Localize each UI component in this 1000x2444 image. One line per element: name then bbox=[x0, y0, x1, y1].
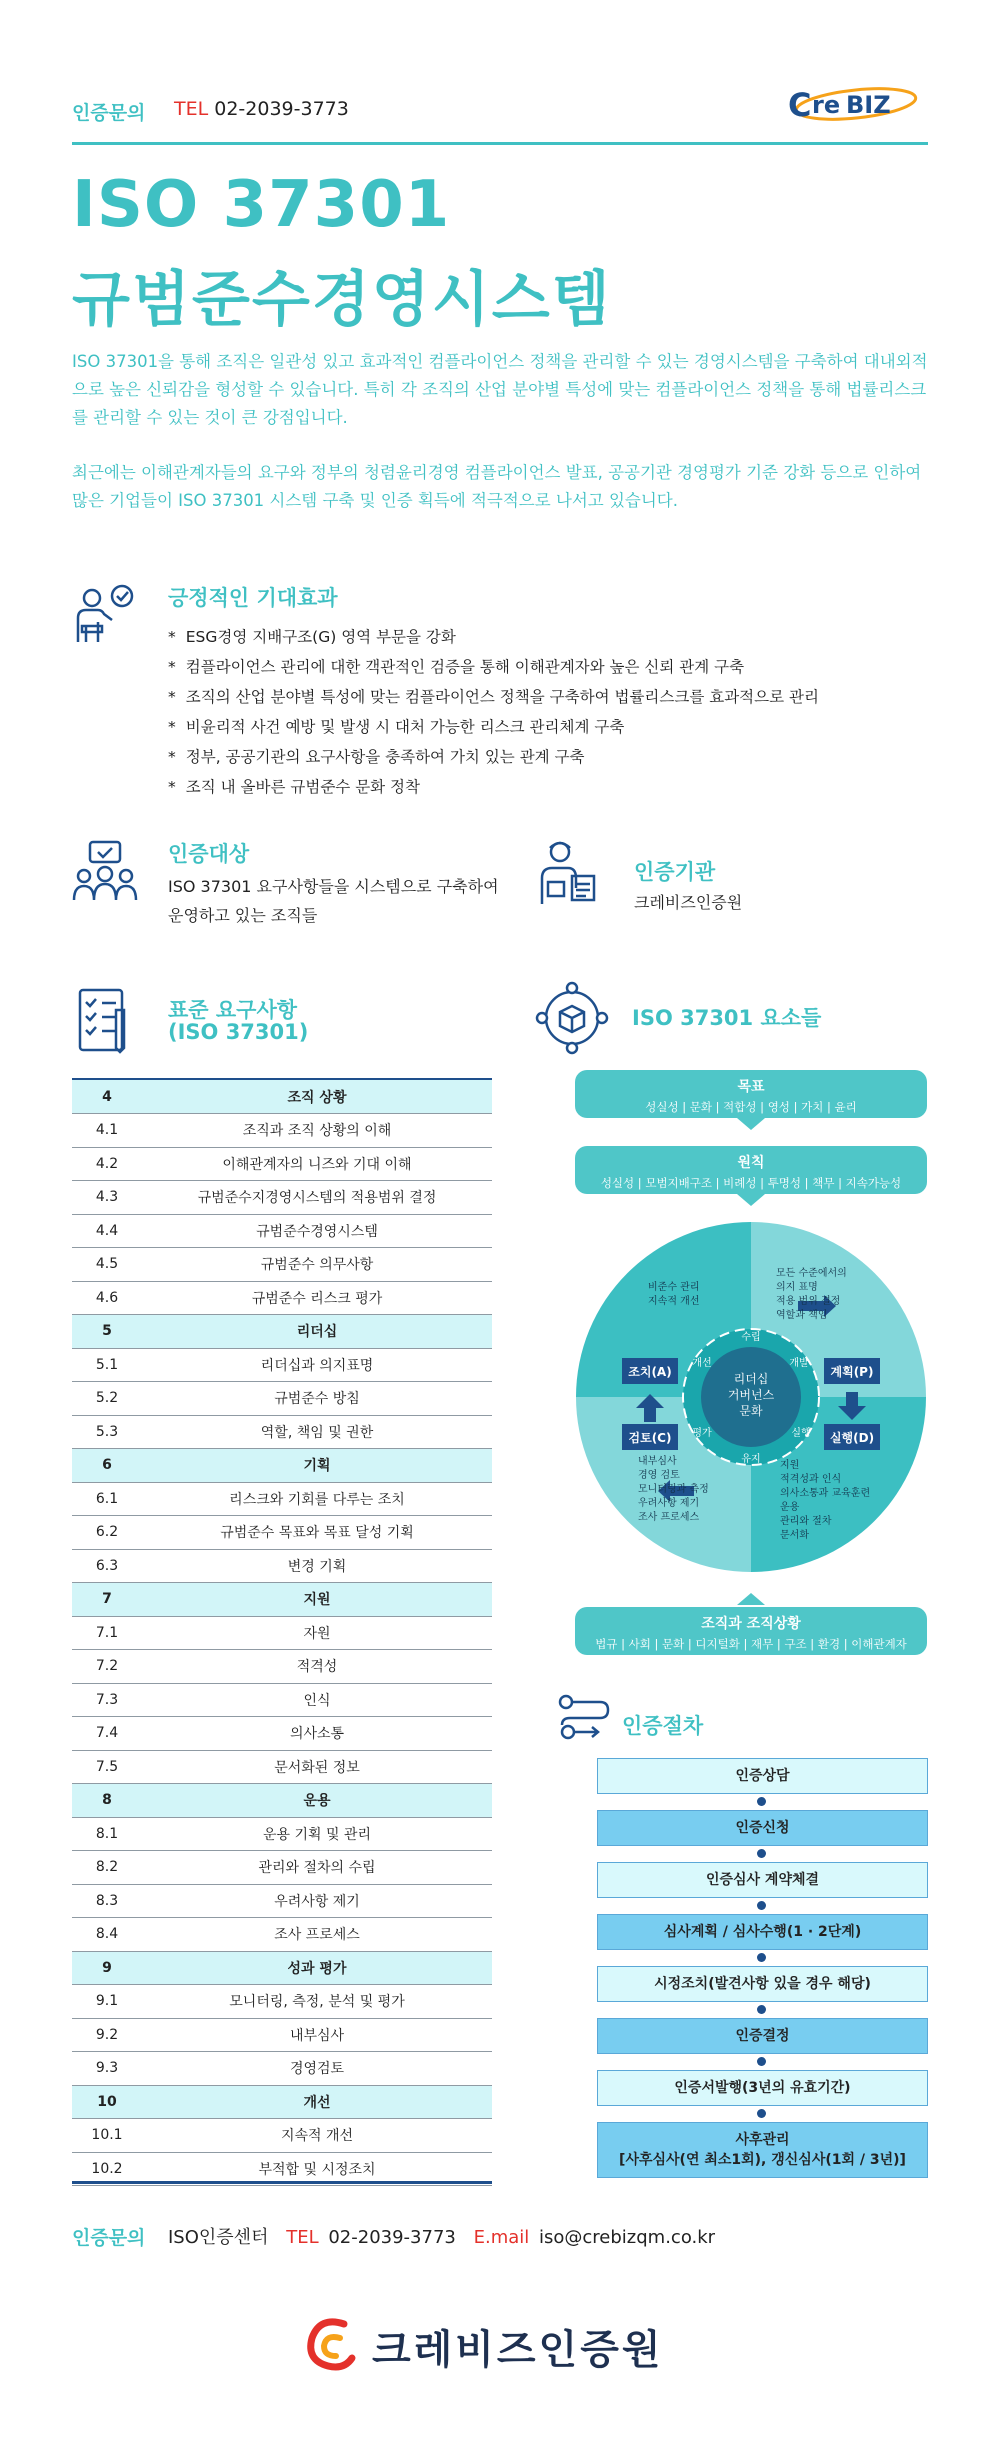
q-tr-3: 적용 범위 결정 bbox=[776, 1296, 841, 1307]
table-cell-text: 적격성 bbox=[142, 1650, 492, 1684]
table-row bbox=[72, 1348, 492, 1382]
step-dot bbox=[757, 2005, 766, 2014]
table-cell-text: 이해관계자의 니즈와 기대 이해 bbox=[142, 1147, 492, 1181]
table-cell-num: 9.1 bbox=[72, 1985, 142, 2019]
do-label: 실행(D) bbox=[829, 1431, 875, 1445]
process-step-4: 심사계획 / 심사수행(1 · 2단계) bbox=[597, 1914, 928, 1950]
wheel-center-2: 거버넌스 bbox=[727, 1388, 775, 1402]
context-title: 조직과 조직상황 bbox=[701, 1616, 801, 1632]
q-bl-2: 경영 검토 bbox=[638, 1470, 680, 1481]
q-br-4: 운용 bbox=[780, 1502, 800, 1513]
intro-paragraph-1: ISO 37301을 통해 조직은 일관성 있고 효과적인 컴플라이언스 정책을 관리할 수 있는 경영시스템을 구축하여 대내외적으로 높은 신뢰감을 형성할 수 있습니다. 특히 각 조직의 산업 분야별 특성에 맞는 컴플라이언스 정책을 통해 법률리스크를 관리할 수 있는 것이 큰 강점입니다. bbox=[72, 352, 928, 427]
table-cell-text: 내부심사 bbox=[142, 2018, 492, 2052]
table-row bbox=[72, 1985, 492, 2019]
table-cell-text: 지속적 개선 bbox=[142, 2119, 492, 2153]
table-cell-text: 기획 bbox=[142, 1449, 492, 1483]
q-tr-1: 모든 수준에서의 bbox=[776, 1268, 847, 1279]
table-cell-text: 규범준수 방침 bbox=[142, 1382, 492, 1416]
table-cell-text: 모니터링, 측정, 분석 및 평가 bbox=[142, 1985, 492, 2019]
table-cell-text: 개선 bbox=[142, 2085, 492, 2119]
target-title: 인증대상 bbox=[168, 842, 250, 866]
footer-contact bbox=[168, 2223, 727, 2249]
process-step-6: 인증결정 bbox=[597, 2018, 928, 2054]
table-row bbox=[72, 2018, 492, 2052]
goal-box bbox=[575, 1070, 927, 1118]
table-cell-num: 7.5 bbox=[72, 1750, 142, 1784]
step-dot bbox=[757, 1849, 766, 1858]
table-cell-num: 8.2 bbox=[72, 1851, 142, 1885]
target-line1: ISO 37301 요구사항들을 시스템으로 구축하여 bbox=[168, 877, 499, 896]
footer-email[interactable]: iso@crebizqm.co.kr bbox=[539, 2227, 716, 2248]
svg-text:BIZ: BIZ bbox=[846, 91, 891, 119]
table-cell-text: 조사 프로세스 bbox=[142, 1918, 492, 1952]
plan-label: 계획(P) bbox=[830, 1365, 874, 1379]
table-cell-num: 6.2 bbox=[72, 1516, 142, 1550]
table-cell-text: 운용 기획 및 관리 bbox=[142, 1817, 492, 1851]
table-cell-num: 4.5 bbox=[72, 1248, 142, 1282]
ring-word: 실행 bbox=[791, 1428, 811, 1439]
principle-box bbox=[575, 1146, 927, 1194]
table-cell-num: 8 bbox=[72, 1784, 142, 1818]
elements-title: ISO 37301 요소들 bbox=[632, 1006, 822, 1030]
wheel-center-1: 리더십 bbox=[733, 1372, 769, 1386]
table-row bbox=[72, 1884, 492, 1918]
table-cell-num: 6.1 bbox=[72, 1482, 142, 1516]
header-tel-label: TEL bbox=[174, 98, 209, 120]
table-cell-num: 9.3 bbox=[72, 2052, 142, 2086]
table-cell-num: 6.3 bbox=[72, 1549, 142, 1583]
table-cell-text: 자원 bbox=[142, 1616, 492, 1650]
auditor-icon bbox=[536, 838, 606, 908]
principle-sub: 성실성 | 모범지배구조 | 비례성 | 투명성 | 책무 | 지속가능성 bbox=[600, 1176, 902, 1190]
table-row bbox=[72, 2085, 492, 2119]
table-cell-num: 4 bbox=[72, 1080, 142, 1114]
table-row bbox=[72, 1583, 492, 1617]
table-row bbox=[72, 1516, 492, 1550]
ring-word: 유지 bbox=[741, 1454, 761, 1465]
table-cell-text: 규범준수 의무사항 bbox=[142, 1248, 492, 1282]
table-row bbox=[72, 1382, 492, 1416]
pdca-wheel bbox=[576, 1206, 926, 1588]
table-cell-num: 10 bbox=[72, 2085, 142, 2119]
ring-word: 개발 bbox=[789, 1358, 809, 1369]
process-step-7: 인증서발행(3년의 유효기간) bbox=[597, 2070, 928, 2106]
list-item: * 컴플라이언스 관리에 대한 객관적인 검증을 통해 이해관계자와 높은 신뢰 관계 구축 bbox=[168, 652, 948, 682]
process-step-1: 인증상담 bbox=[597, 1758, 928, 1794]
table-cell-text: 규범준수경영시스템 bbox=[142, 1214, 492, 1248]
table-cell-text: 리더십 bbox=[142, 1315, 492, 1349]
header-inquiry-label: 인증문의 bbox=[72, 102, 146, 124]
q-bl-3: 모니터링과 측정 bbox=[638, 1484, 709, 1495]
q-br-5: 관리와 절차 bbox=[780, 1516, 832, 1527]
process-step-5: 시정조치(발견사항 있을 경우 해당) bbox=[597, 1966, 928, 2002]
table-cell-num: 7.4 bbox=[72, 1717, 142, 1751]
requirements-title-line1: 표준 요구사항 bbox=[168, 998, 298, 1022]
table-cell-text: 의사소통 bbox=[142, 1717, 492, 1751]
svg-text:re: re bbox=[812, 91, 841, 119]
table-cell-num: 5.1 bbox=[72, 1348, 142, 1382]
agency-text: 크레비즈인증원 bbox=[634, 893, 743, 912]
table-row bbox=[72, 1248, 492, 1282]
process-step-2: 인증신청 bbox=[597, 1810, 928, 1846]
table-row bbox=[72, 1315, 492, 1349]
table-cell-num: 5.3 bbox=[72, 1415, 142, 1449]
table-cell-num: 9.2 bbox=[72, 2018, 142, 2052]
network-cube-icon bbox=[532, 978, 612, 1058]
table-cell-text: 인식 bbox=[142, 1683, 492, 1717]
q-br-6: 문서화 bbox=[780, 1530, 809, 1541]
table-cell-num: 7 bbox=[72, 1583, 142, 1617]
list-item: * 조직 내 올바른 규범준수 문화 정착 bbox=[168, 772, 948, 802]
crebiz-logo bbox=[782, 82, 930, 126]
q-bl-4: 우려사항 제기 bbox=[638, 1498, 700, 1509]
principle-title: 원칙 bbox=[737, 1155, 765, 1171]
arrow-up-icon bbox=[737, 1593, 765, 1605]
table-row bbox=[72, 1214, 492, 1248]
requirements-table bbox=[72, 1080, 492, 2186]
table-cell-text: 규범준수지경영시스템의 적용범위 결정 bbox=[142, 1181, 492, 1215]
table-cell-text: 조직 상황 bbox=[142, 1080, 492, 1114]
footer-center: ISO인증센터 bbox=[168, 2227, 269, 2248]
context-box bbox=[575, 1607, 927, 1655]
footer-tel-number[interactable]: 02-2039-3773 bbox=[328, 2227, 456, 2248]
table-cell-num: 4.6 bbox=[72, 1281, 142, 1315]
header-divider bbox=[72, 142, 928, 145]
table-cell-num: 4.4 bbox=[72, 1214, 142, 1248]
list-item: * 비윤리적 사건 예방 및 발생 시 대처 가능한 리스크 관리체계 구축 bbox=[168, 712, 948, 742]
table-cell-num: 10.1 bbox=[72, 2119, 142, 2153]
table-cell-text: 조직과 조직 상황의 이해 bbox=[142, 1114, 492, 1148]
benefits-title: 긍정적인 기대효과 bbox=[168, 586, 338, 610]
table-cell-num: 4.1 bbox=[72, 1114, 142, 1148]
crebiz-symbol-icon bbox=[300, 2312, 360, 2376]
table-row bbox=[72, 1549, 492, 1583]
table-cell-text: 부적합 및 시정조치 bbox=[142, 2152, 492, 2186]
footer-email-label: E.mail bbox=[473, 2227, 530, 2248]
table-cell-num: 7.1 bbox=[72, 1616, 142, 1650]
table-bottom-border bbox=[72, 2181, 492, 2184]
table-cell-text: 리더십과 의지표명 bbox=[142, 1348, 492, 1382]
arrow-down-icon bbox=[737, 1118, 765, 1130]
table-row bbox=[72, 1616, 492, 1650]
table-cell-text: 역할, 책임 및 권한 bbox=[142, 1415, 492, 1449]
table-cell-text: 관리와 절차의 수립 bbox=[142, 1851, 492, 1885]
q-tr-2: 의지 표명 bbox=[776, 1282, 818, 1293]
footer-brand: 크레비즈인증원 bbox=[372, 2327, 664, 2373]
q-tl-2: 지속적 개선 bbox=[648, 1296, 700, 1307]
table-cell-num: 8.3 bbox=[72, 1884, 142, 1918]
table-row bbox=[72, 1482, 492, 1516]
table-cell-text: 리스크와 기회를 다루는 조치 bbox=[142, 1482, 492, 1516]
table-row bbox=[72, 1717, 492, 1751]
table-row bbox=[72, 1650, 492, 1684]
goal-sub: 성실성 | 문화 | 적합성 | 영성 | 가치 | 윤리 bbox=[645, 1100, 857, 1114]
context-sub: 법규 | 사회 | 문화 | 디지털화 | 재무 | 구조 | 환경 | 이해관계자 bbox=[595, 1637, 907, 1651]
agency-title: 인증기관 bbox=[634, 860, 716, 884]
table-cell-text: 운용 bbox=[142, 1784, 492, 1818]
step-dot bbox=[757, 1901, 766, 1910]
table-cell-num: 7.2 bbox=[72, 1650, 142, 1684]
header-tel-number[interactable]: 02-2039-3773 bbox=[214, 98, 349, 120]
list-item: * 정부, 공공기관의 요구사항을 충족하여 가치 있는 관계 구축 bbox=[168, 742, 948, 772]
step-dot bbox=[757, 2109, 766, 2118]
table-cell-text: 변경 기획 bbox=[142, 1549, 492, 1583]
step-dot bbox=[757, 2057, 766, 2066]
table-row bbox=[72, 1449, 492, 1483]
table-row bbox=[72, 1080, 492, 1114]
q-bl-1: 내부심사 bbox=[638, 1456, 677, 1467]
table-row bbox=[72, 1181, 492, 1215]
table-row bbox=[72, 1951, 492, 1985]
table-row bbox=[72, 1851, 492, 1885]
target-line2: 운영하고 있는 조직들 bbox=[168, 906, 318, 925]
process-step-3: 인증심사 계약체결 bbox=[597, 1862, 928, 1898]
table-row bbox=[72, 1918, 492, 1952]
table-cell-num: 9 bbox=[72, 1951, 142, 1985]
q-bl-5: 조사 프로세스 bbox=[638, 1512, 700, 1523]
benefits-list bbox=[168, 622, 948, 802]
table-cell-num: 4.3 bbox=[72, 1181, 142, 1215]
footer-inquiry-label: 인증문의 bbox=[72, 2227, 146, 2249]
page-title-line2: 규범준수경영시스템 bbox=[72, 265, 612, 335]
table-cell-text: 경영검토 bbox=[142, 2052, 492, 2086]
table-cell-num: 7.3 bbox=[72, 1683, 142, 1717]
presenter-icon bbox=[72, 582, 138, 648]
table-cell-text: 규범준수 목표와 목표 달성 기획 bbox=[142, 1516, 492, 1550]
process-last-line2: [사후심사(연 최소1회), 갱신심사(1회 / 3년)] bbox=[619, 2152, 906, 2168]
page-title-line1: ISO 37301 bbox=[72, 168, 451, 242]
table-row bbox=[72, 1683, 492, 1717]
table-row bbox=[72, 1750, 492, 1784]
process-last-line1: 사후관리 bbox=[735, 2132, 790, 2148]
table-row bbox=[72, 1114, 492, 1148]
list-item: * 조직의 산업 분야별 특성에 맞는 컴플라이언스 정책을 구축하여 법률리스크를 효과적으로 관리 bbox=[168, 682, 948, 712]
q-tr-4: 역할과 책임 bbox=[776, 1310, 828, 1321]
table-row bbox=[72, 1817, 492, 1851]
table-cell-num: 4.2 bbox=[72, 1147, 142, 1181]
process-step-8 bbox=[597, 2122, 928, 2178]
list-item: * ESG경영 지배구조(G) 영역 부문을 강화 bbox=[168, 622, 948, 652]
q-br-3: 의사소통과 교육훈련 bbox=[780, 1488, 871, 1499]
process-flow-icon bbox=[556, 1692, 616, 1742]
requirements-title-line2: (ISO 37301) bbox=[168, 1020, 309, 1044]
table-cell-num: 8.1 bbox=[72, 1817, 142, 1851]
check-label: 검토(C) bbox=[628, 1431, 672, 1445]
table-cell-num: 5.2 bbox=[72, 1382, 142, 1416]
table-cell-text: 성과 평가 bbox=[142, 1951, 492, 1985]
checklist-icon bbox=[76, 986, 132, 1056]
arrow-down-icon bbox=[737, 1194, 765, 1206]
table-cell-num: 6 bbox=[72, 1449, 142, 1483]
table-row bbox=[72, 2119, 492, 2153]
table-row bbox=[72, 1281, 492, 1315]
table-cell-text: 규범준수 리스크 평가 bbox=[142, 1281, 492, 1315]
wheel-center-3: 문화 bbox=[739, 1404, 763, 1418]
step-dot bbox=[757, 1797, 766, 1806]
table-row bbox=[72, 1784, 492, 1818]
process-title: 인증절차 bbox=[622, 1714, 704, 1738]
act-label: 조치(A) bbox=[628, 1365, 672, 1379]
table-row bbox=[72, 2052, 492, 2086]
footer-tel-label: TEL bbox=[286, 2227, 319, 2248]
svg-text:C: C bbox=[788, 86, 812, 124]
intro-paragraph-2: 최근에는 이해관계자들의 요구와 정부의 청렴윤리경영 컴플라이언스 발표, 공공기관 경영평가 기준 강화 등으로 인하여 많은 기업들이 ISO 37301 시스템 구축 및 인증 획득에 적극적으로 나서고 있습니다. bbox=[72, 463, 922, 510]
table-cell-num: 5 bbox=[72, 1315, 142, 1349]
step-dot bbox=[757, 1953, 766, 1962]
table-cell-text: 문서화된 정보 bbox=[142, 1750, 492, 1784]
table-cell-num: 8.4 bbox=[72, 1918, 142, 1952]
ring-word: 평가 bbox=[692, 1428, 712, 1439]
group-icon bbox=[72, 838, 138, 904]
goal-title: 목표 bbox=[737, 1079, 765, 1095]
ring-word: 개선 bbox=[692, 1358, 712, 1369]
q-br-2: 적격성과 인식 bbox=[780, 1474, 842, 1485]
table-cell-text: 우려사항 제기 bbox=[142, 1884, 492, 1918]
table-cell-text: 지원 bbox=[142, 1583, 492, 1617]
header-tel bbox=[174, 98, 349, 120]
ring-word: 수립 bbox=[741, 1332, 761, 1343]
table-row bbox=[72, 1415, 492, 1449]
q-br-1: 지원 bbox=[780, 1460, 800, 1471]
table-cell-num: 10.2 bbox=[72, 2152, 142, 2186]
table-row bbox=[72, 1147, 492, 1181]
q-tl-1: 비준수 관리 bbox=[648, 1282, 700, 1293]
